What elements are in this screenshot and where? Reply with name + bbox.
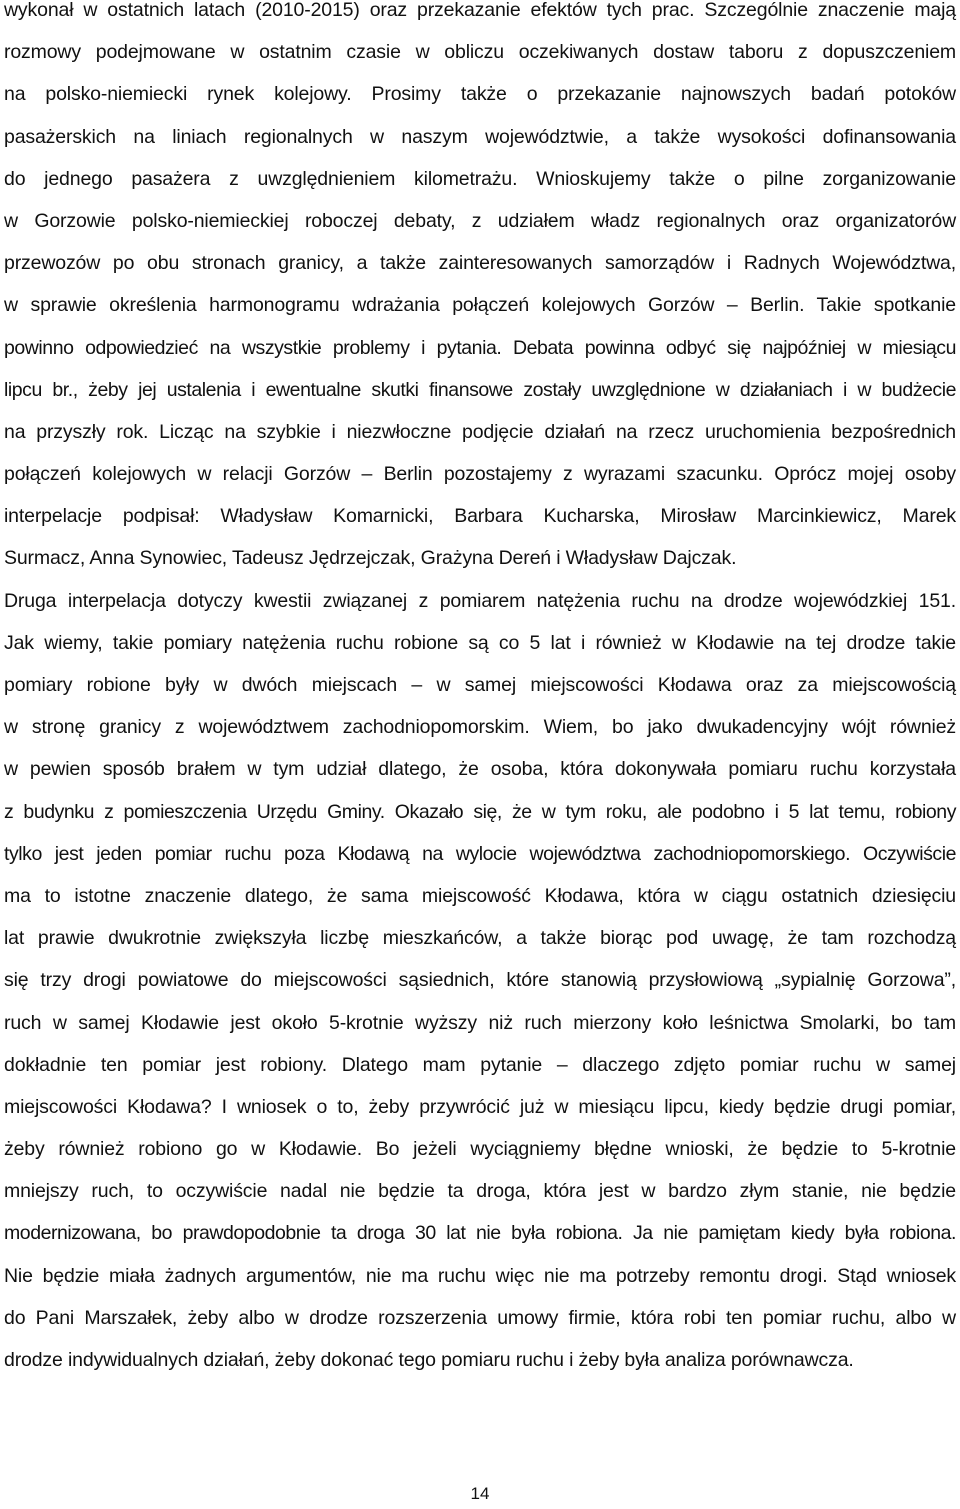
text-line: Jak wiemy, takie pomiary natężenia ruchu robione są co 5 lat i również w Kłodawie na tej drodze takie xyxy=(4,631,956,654)
text-line: tylko jest jeden pomiar ruchu poza Kłodawą na wylocie województwa zachodniopomorskiego. Oczywiście xyxy=(4,842,956,865)
text-line: połączeń kolejowych w relacji Gorzów – Berlin pozostajemy z wyrazami szacunku. Oprócz mojej osoby xyxy=(4,463,956,486)
text-line: drodze indywidualnych działań, żeby dokonać tego pomiaru ruchu i żeby była analiza porównawcza. xyxy=(4,1349,854,1371)
text-line: dokładnie ten pomiar jest robiony. Dlatego mam pytanie – dlaczego zdjęto pomiar ruchu w samej xyxy=(4,1053,956,1076)
text-line: wykonał w ostatnich latach (2010-2015) oraz przekazanie efektów tych prac. Szczególnie znaczenie mają xyxy=(4,0,956,21)
text-line: mniejszy ruch, to oczywiście nadal nie będzie ta droga, która jest w bardzo złym stanie, nie będzie xyxy=(4,1180,956,1203)
text-line: rozmowy podejmowane w ostatnim czasie w obliczu oczekiwanych dostaw taboru z dopuszczeniem xyxy=(4,41,956,64)
text-line: do jednego pasażera z uwzględnieniem kilometrażu. Wnioskujemy także o pilne zorganizowanie xyxy=(4,167,956,190)
text-line: interpelacje podpisał: Władysław Komarnicki, Barbara Kucharska, Mirosław Marcinkiewicz, Marek xyxy=(4,505,956,528)
text-line: w Gorzowie polsko-niemieckiej roboczej debaty, z udziałem władz regionalnych oraz organizatorów xyxy=(4,209,956,232)
text-line: w sprawie określenia harmonogramu wdrażania połączeń kolejowych Gorzów – Berlin. Takie spotkanie xyxy=(4,294,956,317)
text-line: w stronę granicy z województwem zachodniopomorskim. Wiem, bo jako dwukadencyjny wójt również xyxy=(4,716,956,739)
text-line: ma to istotne znaczenie dlatego, że sama miejscowość Kłodawa, która w ciągu ostatnich dziesięciu xyxy=(4,884,956,907)
text-line: na przyszły rok. Licząc na szybkie i niezwłoczne podjęcie działań na rzecz uruchomienia bezpośrednich xyxy=(4,420,956,443)
text-line: przewozów po obu stronach granicy, a także zainteresowanych samorządów i Radnych Województwa, xyxy=(4,252,956,275)
text-line: modernizowana, bo prawdopodobnie ta droga 30 lat nie była robiona. Ja nie pamiętam kiedy była robiona. xyxy=(4,1222,956,1245)
text-line: miejscowości Kłodawa? I wniosek o to, żeby przywrócić już w miesiącu lipcu, kiedy będzie drugi pomiar, xyxy=(4,1095,956,1118)
text-line: na polsko-niemiecki rynek kolejowy. Prosimy także o przekazanie najnowszych badań potoków xyxy=(4,83,956,106)
text-line: lipcu br., żeby jej ustalenia i ewentualne skutki finansowe zostały uwzględnione w działaniach i w budżecie xyxy=(4,378,956,401)
text-line: Druga interpelacja dotyczy kwestii związanej z pomiarem natężenia ruchu na drodze wojewódzkiej 151. xyxy=(4,589,956,612)
text-line: lat prawie dwukrotnie zwiększyła liczbę mieszkańców, a także biorąc pod uwagę, że tam rozchodzą xyxy=(4,927,956,950)
text-line: pomiary robione były w dwóch miejscach – w samej miejscowości Kłodawa oraz za miejscowością xyxy=(4,674,956,696)
text-line: pasażerskich na liniach regionalnych w naszym województwie, a także wysokości dofinansowania xyxy=(4,125,956,148)
text-line: Surmacz, Anna Synowiec, Tadeusz Jędrzejczak, Grażyna Dereń i Władysław Dajczak. xyxy=(4,547,737,570)
body-text xyxy=(4,0,956,1381)
text-line: ruch w samej Kłodawie jest około 5-krotnie wyższy niż ruch mierzony koło leśnictwa Smolarki, bo tam xyxy=(4,1011,956,1034)
text-line: z budynku z pomieszczenia Urzędu Gminy. Okazało się, że w tym roku, ale podobno i 5 lat temu, robiony xyxy=(4,800,956,823)
page-number: 14 xyxy=(470,1484,490,1503)
text-line: powinno odpowiedzieć na wszystkie problemy i pytania. Debata powinna odbyć się najpóźniej w miesiącu xyxy=(4,336,956,359)
text-line: żeby również robiono go w Kłodawie. Bo jeżeli wyciągniemy błędne wnioski, że będzie to 5-krotnie xyxy=(4,1138,956,1161)
text-line: w pewien sposób brałem w tym udział dlatego, że osoba, która dokonywała pomiaru ruchu korzystała xyxy=(4,758,956,781)
text-line: się trzy drogi powiatowe do miejscowości sąsiednich, które stanowią przysłowiową „sypialnię Gorzowa”, xyxy=(4,969,956,992)
text-line: Nie będzie miała żadnych argumentów, nie ma ruchu więc nie ma potrzeby remontu drogi. Stąd wniosek xyxy=(4,1264,956,1287)
text-line: do Pani Marszałek, żeby albo w drodze rozszerzenia umowy firmie, która robi ten pomiar ruchu, albo w xyxy=(4,1306,956,1329)
